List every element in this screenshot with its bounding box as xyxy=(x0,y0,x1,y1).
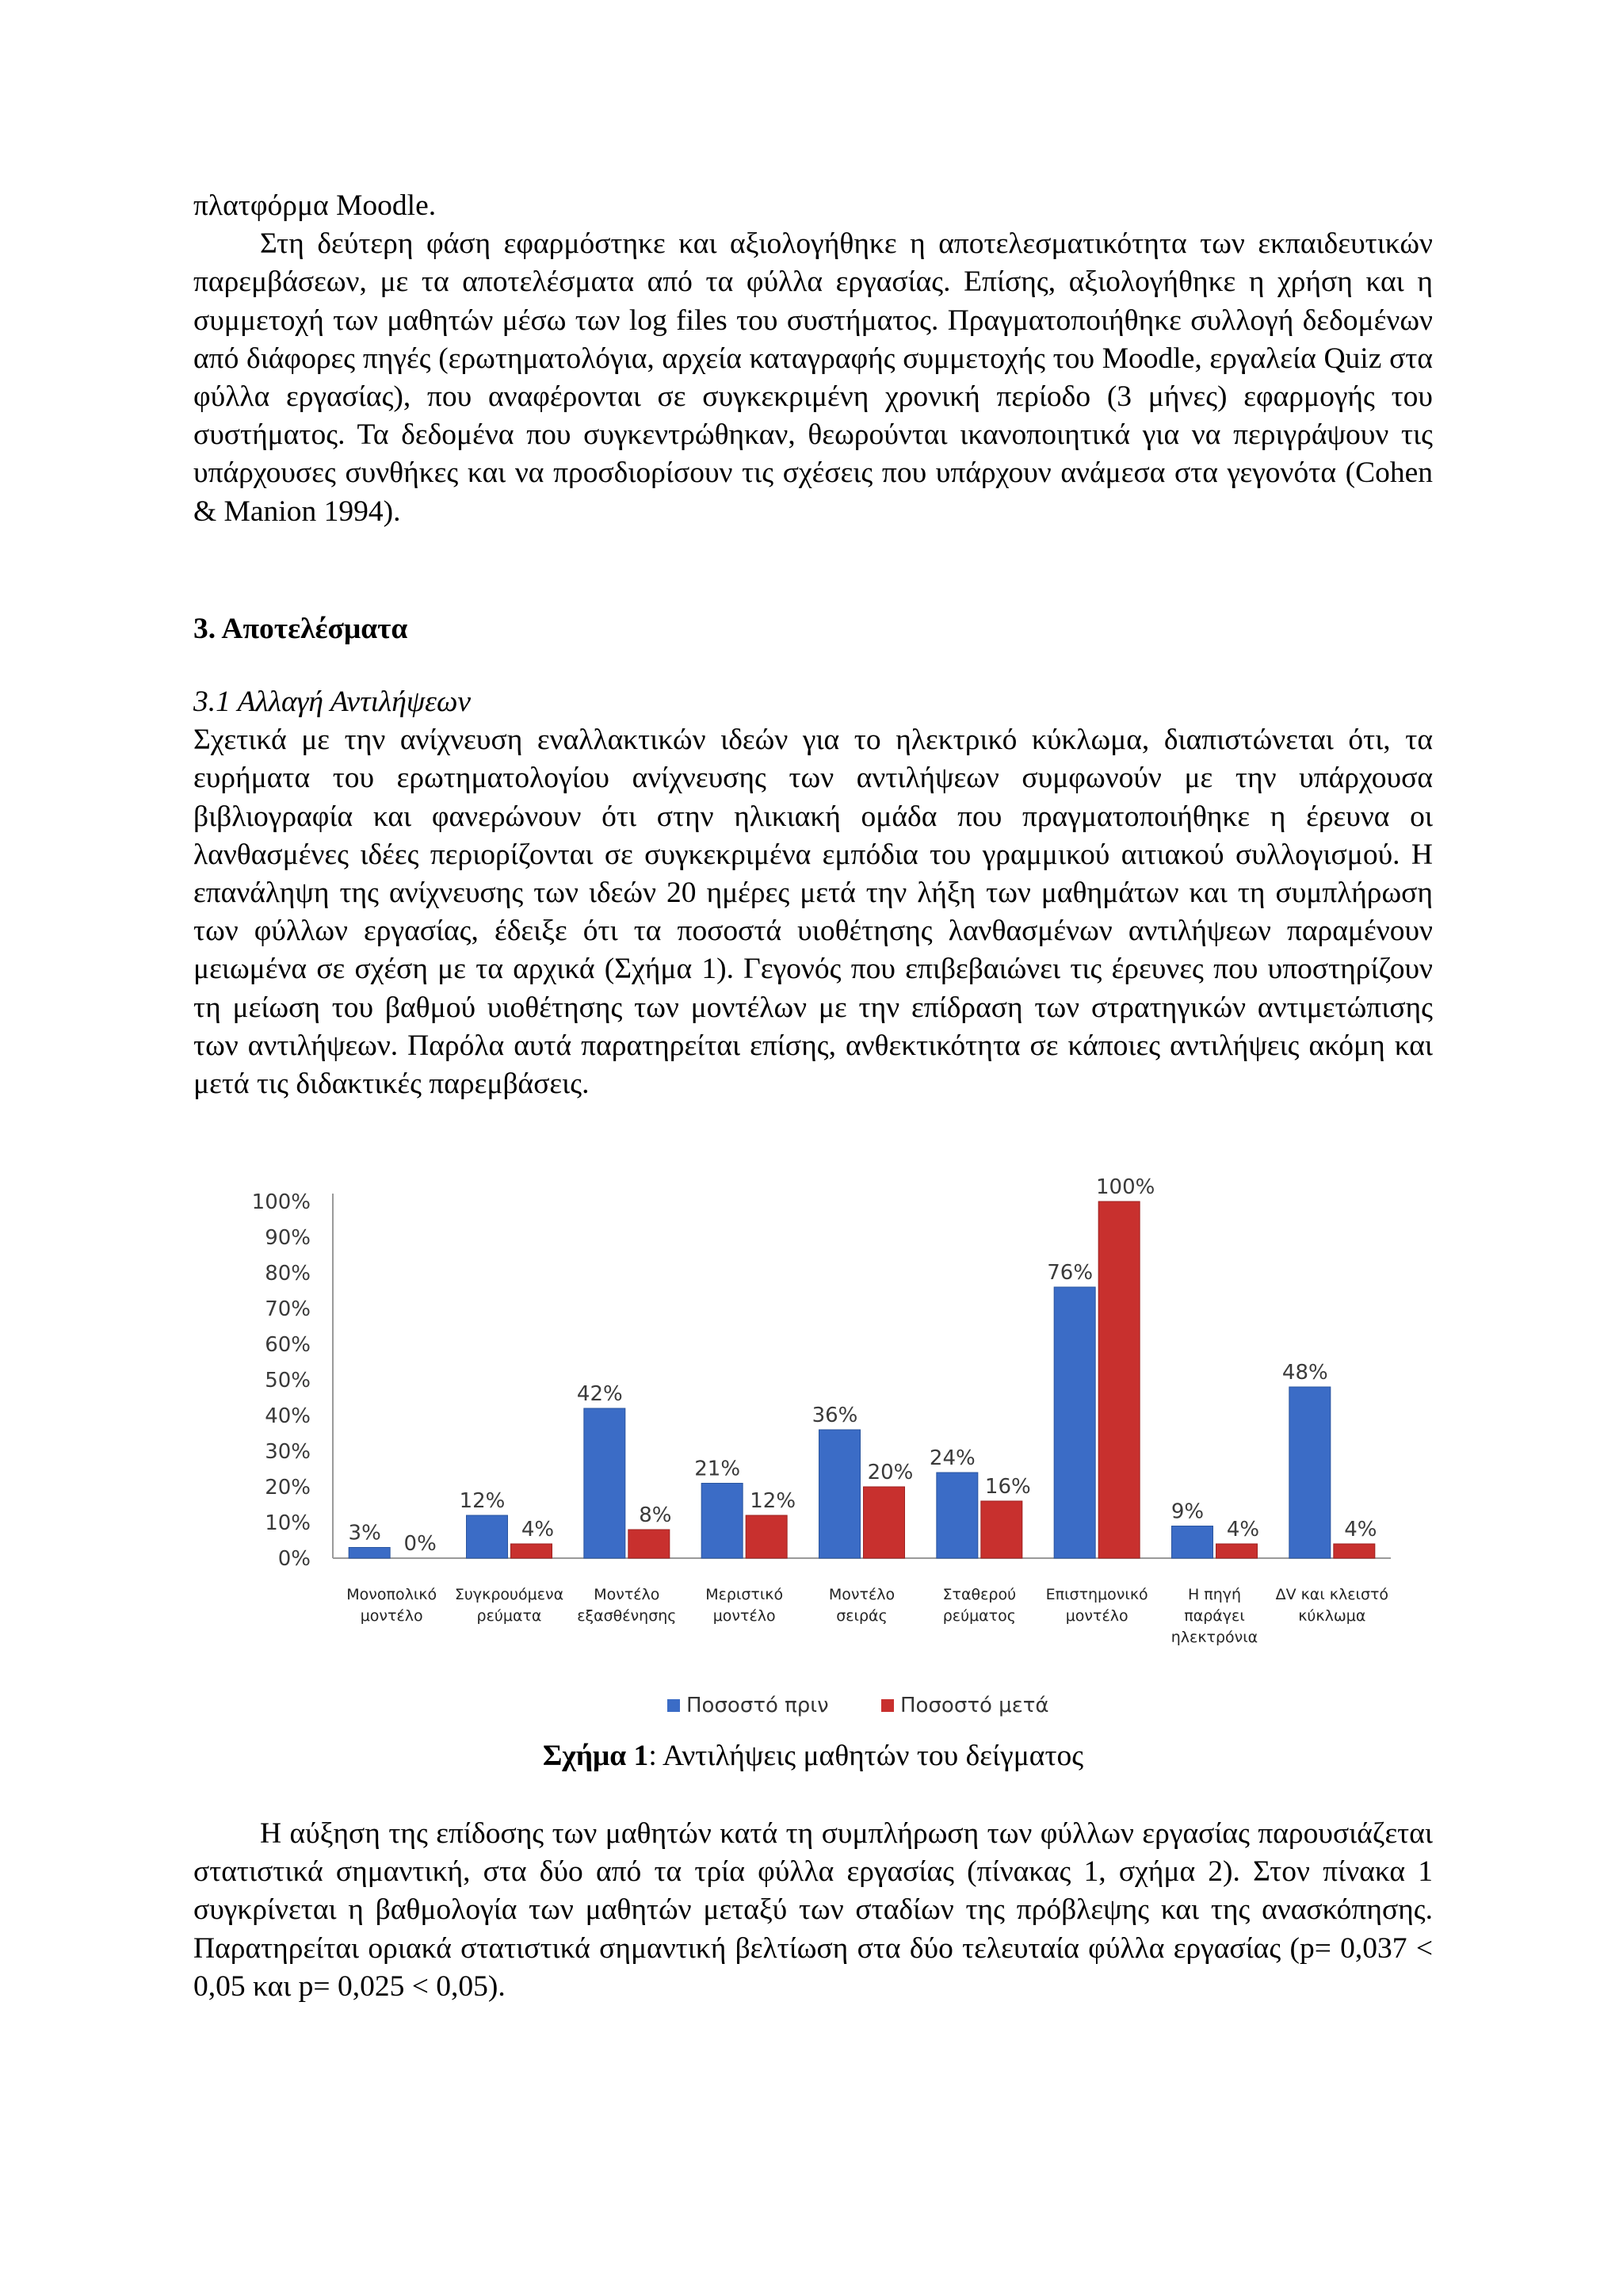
bar-after xyxy=(1334,1544,1375,1558)
figure-1-chart xyxy=(238,1173,1426,1752)
bar-before xyxy=(701,1484,743,1559)
category-label: Μοντέλο xyxy=(828,1586,896,1603)
category-label: σειράς xyxy=(836,1607,888,1625)
category-label: ρεύματος xyxy=(942,1607,1016,1625)
data-label: 12% xyxy=(459,1489,506,1513)
y-tick-label: 60% xyxy=(265,1333,311,1357)
data-label: 9% xyxy=(1170,1499,1205,1524)
data-label: 4% xyxy=(1344,1518,1377,1541)
body-text-bottom xyxy=(193,1815,1433,2006)
data-label: 21% xyxy=(694,1457,741,1481)
category-label: μοντέλο xyxy=(1065,1607,1128,1625)
body-text-middle xyxy=(193,683,1433,1103)
paragraph-1: πλατφόρμα Moodle. xyxy=(193,189,437,222)
y-tick-label: 40% xyxy=(265,1404,311,1428)
bar-before xyxy=(349,1548,390,1559)
data-label: 20% xyxy=(867,1461,914,1484)
category-label: Η πηγή xyxy=(1187,1586,1242,1603)
legend-label: Ποσοστό μετά xyxy=(900,1694,1049,1717)
legend-swatch xyxy=(667,1699,680,1712)
category-label: εξασθένησης xyxy=(577,1607,677,1625)
data-label: 76% xyxy=(1047,1261,1094,1285)
y-tick-label: 100% xyxy=(251,1190,311,1214)
caption-label: Σχήμα 1 xyxy=(542,1740,649,1772)
y-tick-label: 80% xyxy=(265,1262,311,1286)
bar-chart-svg xyxy=(238,1173,1426,1752)
data-label: 8% xyxy=(639,1503,672,1527)
paragraph-3: Σχετικά με την ανίχνευση εναλλακτικών ιδεών για το ηλεκτρικό κύκλωμα, διαπιστώνεται ότι, τα ευρήματα του ερωτηματολογίου ανίχνευσης των αντιλήψεων συμφωνούν με την υπάρχουσα βιβλιογραφία και φανερώνουν ότι στην ηλικιακή ομάδα που πραγματοποιήθηκε η έρευνα οι λανθασμένες ιδέες περιορίζονται σε συγκεκριμένα εμπόδια του γραμμικού αιτιακού συλλογισμού. Η επανάληψη της ανίχνευσης των ιδεών 20 ημέρες μετά την λήξη των μαθημάτων και τη συμπλήρωση των φύλλων εργασίας, έδειξε ότι τα ποσοστά υιοθέτησης λανθασμένων αντιλήψεων παραμένουν μειωμένα σε σχέση με τα αρχικά (Σχήμα 1). Γεγονός που επιβεβαιώνει τις έρευνες που υποστηρίζουν τη μείωση του βαθμού υιοθέτησης των μοντέλων με την επίδραση των στρατηγικών αντιμετώπισης των αντιλήψεων. Παρόλα αυτά παρατηρείται επίσης, ανθεκτικότητα σε κάποιες αντιλήψεις ακόμη και μετά τις διδακτικές παρεμβάσεις. xyxy=(193,724,1433,1101)
bar-after xyxy=(628,1530,670,1558)
bar-after xyxy=(864,1487,905,1558)
subsection-heading: 3.1 Αλλαγή Αντιλήψεων xyxy=(193,686,472,718)
paragraph-4: Η αύξηση της επίδοσης των μαθητών κατά τη συμπλήρωση των φύλλων εργασίας παρουσιάζεται στατιστικά σημαντική, στα δύο από τα τρία φύλλα εργασίας (πίνακας 1, σχήμα 2). Στον πίνακα 1 συγκρίνεται η βαθμολογία των μαθητών μεταξύ των σταδίων της πρόβλεψης και της ανασκόπησης. Παρατηρείται οριακά στατιστικά σημαντική βελτίωση στα δύο τελευταία φύλλα εργασίας (p= 0,037 < 0,05 και p= 0,025 < 0,05). xyxy=(193,1817,1433,2003)
bar-after xyxy=(746,1515,787,1558)
y-tick-label: 30% xyxy=(265,1440,311,1464)
section-heading: 3. Αποτελέσματα xyxy=(193,613,408,645)
category-label: Μεριστικό xyxy=(705,1586,784,1603)
y-tick-label: 50% xyxy=(265,1369,311,1392)
category-label: Επιστημονικό xyxy=(1045,1586,1148,1603)
y-tick-label: 90% xyxy=(265,1226,311,1250)
data-label: 3% xyxy=(348,1521,381,1545)
y-tick-label: 10% xyxy=(265,1511,311,1535)
bar-after xyxy=(511,1544,552,1558)
bar-before xyxy=(1172,1526,1213,1559)
legend-label: Ποσοστό πριν xyxy=(686,1694,829,1717)
data-label: 36% xyxy=(812,1404,858,1427)
figure-caption xyxy=(193,1737,1433,1775)
category-label: μοντέλο xyxy=(360,1607,423,1625)
data-label: 4% xyxy=(521,1518,555,1541)
category-label: κύκλωμα xyxy=(1298,1607,1366,1625)
category-label: Μοντέλο xyxy=(594,1586,660,1603)
data-label: 16% xyxy=(984,1475,1031,1499)
data-label: 0% xyxy=(403,1532,437,1556)
category-label: ρεύματα xyxy=(476,1607,542,1625)
category-label: ΔV και κλειστό xyxy=(1275,1586,1389,1603)
bar-after xyxy=(1098,1201,1140,1558)
category-label: Σταθερού xyxy=(942,1586,1017,1603)
category-label: μοντέλο xyxy=(712,1607,776,1625)
data-label: 100% xyxy=(1095,1175,1155,1199)
bar-before xyxy=(584,1408,625,1558)
caption-text: : Αντιλήψεις μαθητών του δείγματος xyxy=(648,1740,1084,1772)
category-label: Μονοπολικό xyxy=(346,1586,437,1603)
y-tick-label: 0% xyxy=(277,1547,311,1571)
category-label: παράγει xyxy=(1184,1607,1245,1625)
data-label: 48% xyxy=(1281,1361,1328,1385)
bar-after xyxy=(1216,1544,1258,1558)
legend-swatch xyxy=(881,1699,894,1712)
bar-before xyxy=(937,1473,978,1558)
y-tick-label: 70% xyxy=(265,1297,311,1321)
paragraph-2: Στη δεύτερη φάση εφαρμόστηκε και αξιολογήθηκε η αποτελεσματικότητα των εκπαιδευτικών παρεμβάσεων, με τα αποτελέσματα από τα φύλλα εργασίας. Επίσης, αξιολογήθηκε η χρήση και η συμμετοχή των μαθητών μέσω των log files του συστήματος. Πραγματοποιήθηκε συλλογή δεδομένων από διάφορες πηγές (ερωτηματολόγια, αρχεία καταγραφής συμμετοχής του Moodle, εργαλεία Quiz στα φύλλα εργασίας), που αναφέρονται σε συγκεκριμένη χρονική περίοδο (3 μήνες) εφαρμογής του συστήματος. Τα δεδομένα που συγκεντρώθηκαν, θεωρούνται ικανοποιητικά για να περιγράψουν τις υπάρχουσες συνθήκες και να προσδιορίσουν τις σχέσεις που υπάρχουν ανάμεσα στα γεγονότα (Cohen & Manion 1994). xyxy=(193,227,1433,528)
category-label: ηλεκτρόνια xyxy=(1170,1629,1258,1646)
category-label: Συγκρουόμενα xyxy=(454,1586,564,1603)
bar-before xyxy=(1054,1287,1095,1558)
bar-before xyxy=(1289,1387,1331,1558)
data-label: 42% xyxy=(576,1382,623,1406)
body-text-top xyxy=(193,187,1433,531)
bar-after xyxy=(981,1501,1022,1558)
data-label: 4% xyxy=(1226,1518,1260,1541)
data-label: 24% xyxy=(929,1446,976,1470)
bar-before xyxy=(819,1430,861,1558)
y-tick-label: 20% xyxy=(265,1476,311,1499)
bar-before xyxy=(467,1515,508,1558)
data-label: 12% xyxy=(750,1489,796,1513)
